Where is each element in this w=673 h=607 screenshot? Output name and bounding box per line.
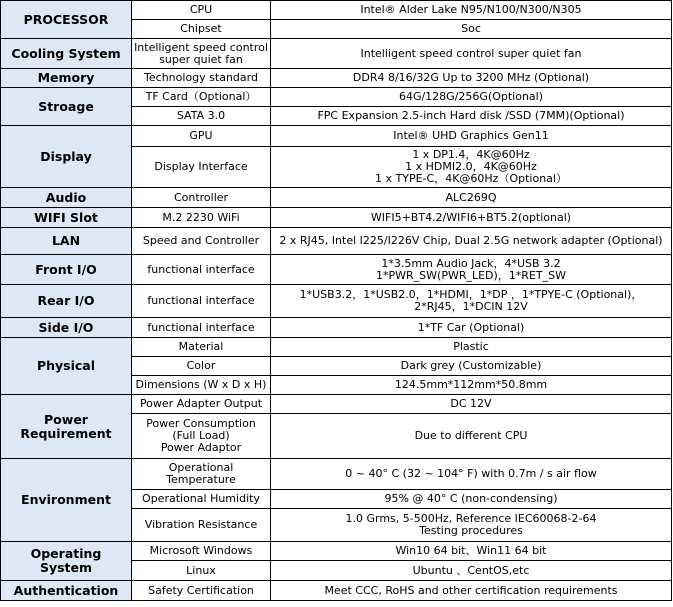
cell-text-line: CPU bbox=[189, 3, 213, 16]
cell-text-line: Power Adapter Output bbox=[139, 397, 263, 410]
spec-value bbox=[271, 1, 672, 20]
spec-value bbox=[271, 395, 672, 414]
spec-label bbox=[132, 376, 271, 395]
spec-row-stroage bbox=[1, 88, 672, 107]
cell-text-line: 1 x DP1.4，4K@60Hz bbox=[412, 148, 530, 161]
cell-text-line: Technology standard bbox=[144, 71, 258, 84]
spec-value bbox=[271, 69, 672, 88]
category-processor: PROCESSOR bbox=[1, 1, 132, 39]
spec-value bbox=[271, 542, 672, 561]
cell-text-line: 2 x RJ45, Intel I225/I226V Chip, Dual 2.5G network adapter (Optional) bbox=[279, 234, 663, 247]
cell-text-line: 1 x HDMI2.0，4K@60Hz bbox=[405, 160, 537, 173]
spec-value bbox=[271, 208, 672, 228]
spec-value bbox=[271, 581, 672, 601]
cell-text-line: SATA 3.0 bbox=[176, 109, 226, 122]
spec-value bbox=[271, 285, 672, 318]
spec-value bbox=[271, 376, 672, 395]
spec-value bbox=[271, 459, 672, 490]
spec-value bbox=[271, 88, 672, 107]
cell-text-line: M.2 2230 WiFi bbox=[162, 210, 240, 224]
cell-text-line: DC 12V bbox=[450, 397, 492, 410]
cell-text-line: Speed and Controller bbox=[142, 234, 260, 247]
spec-label bbox=[132, 39, 271, 69]
cell-text-line: functional interface bbox=[147, 262, 255, 276]
spec-label bbox=[132, 147, 271, 188]
spec-label bbox=[132, 20, 271, 39]
spec-row-environment bbox=[1, 459, 672, 490]
cell-text-line: Safety Certification bbox=[148, 583, 254, 597]
spec-value bbox=[271, 39, 672, 69]
spec-row-memory bbox=[1, 69, 672, 88]
cell-text-line: 124.5mm*112mm*50.8mm bbox=[394, 378, 548, 391]
spec-label bbox=[132, 414, 271, 459]
spec-row-lan bbox=[1, 228, 672, 255]
category-authentication: Authentication bbox=[1, 581, 132, 601]
cell-text-line: ALC269Q bbox=[445, 190, 497, 204]
cell-text-line: functional interface bbox=[147, 294, 255, 307]
spec-value bbox=[271, 414, 672, 459]
cell-text-line: Power Consumption bbox=[146, 417, 256, 430]
cell-text-line: Chipset bbox=[180, 22, 222, 35]
spec-value bbox=[271, 147, 672, 188]
cell-text-line: Soc bbox=[461, 22, 481, 35]
spec-row-authentication bbox=[1, 581, 672, 601]
cell-text-line: 1 x TYPE-C，4K@60Hz（Optional） bbox=[375, 172, 567, 185]
spec-value bbox=[271, 255, 672, 285]
spec-label bbox=[132, 357, 271, 376]
cell-text-line: Material bbox=[178, 340, 224, 353]
cell-text-line: GPU bbox=[189, 129, 213, 142]
category-memory: Memory bbox=[1, 69, 132, 88]
cell-text-line: Color bbox=[186, 359, 216, 372]
spec-label bbox=[132, 208, 271, 228]
category-lan: LAN bbox=[1, 228, 132, 255]
spec-row-side-i-o bbox=[1, 318, 672, 338]
spec-label bbox=[132, 561, 271, 581]
spec-label bbox=[132, 395, 271, 414]
category-rear-i-o: Rear I/O bbox=[1, 285, 132, 318]
cell-text-line: Temperature bbox=[166, 473, 236, 486]
cell-text-line: Power Adaptor bbox=[160, 441, 242, 454]
spec-label bbox=[132, 255, 271, 285]
cell-text-line: Display Interface bbox=[154, 160, 248, 173]
spec-label bbox=[132, 542, 271, 561]
cell-text-line: WIFI5+BT4.2/WIFI6+BT5.2(optional) bbox=[370, 210, 572, 224]
category-audio: Audio bbox=[1, 188, 132, 208]
cell-text-line: 1*TF Car (Optional) bbox=[417, 320, 525, 334]
spec-row-cooling-system bbox=[1, 39, 672, 69]
cell-text-line: 64G/128G/256G(Optional) bbox=[398, 90, 544, 103]
category-front-i-o: Front I/O bbox=[1, 255, 132, 285]
spec-row-operating-system bbox=[1, 542, 672, 561]
category-display: Display bbox=[1, 126, 132, 188]
spec-value bbox=[271, 228, 672, 255]
spec-value bbox=[271, 490, 672, 509]
category-stroage: Stroage bbox=[1, 88, 132, 126]
cell-text-line: Controller bbox=[173, 190, 229, 204]
cell-text-line: Meet CCC, RoHS and other certification requirements bbox=[324, 583, 618, 597]
cell-text-line: 95% @ 40° C (non-condensing) bbox=[384, 492, 558, 505]
spec-row-processor bbox=[1, 1, 672, 20]
spec-row-power-requirement bbox=[1, 395, 672, 414]
category-cooling-system: Cooling System bbox=[1, 39, 132, 69]
cell-text-line: Intel® Alder Lake N95/N100/N300/N305 bbox=[360, 3, 582, 16]
spec-label bbox=[132, 126, 271, 147]
cell-text-line: TF Card（Optional） bbox=[145, 90, 257, 103]
cell-text-line: 1*USB3.2，1*USB2.0，1*HDMI，1*DP ，1*TPYE-C (Optional)， bbox=[299, 288, 643, 301]
spec-value bbox=[271, 561, 672, 581]
cell-text-line: Testing procedures bbox=[419, 524, 523, 537]
spec-label bbox=[132, 107, 271, 126]
spec-table-body bbox=[1, 1, 672, 601]
spec-row-front-i-o bbox=[1, 255, 672, 285]
spec-value bbox=[271, 20, 672, 39]
cell-text-line: Ubuntu 、CentOS,etc bbox=[412, 563, 530, 577]
spec-row-display bbox=[1, 126, 672, 147]
cell-text-line: Plastic bbox=[453, 340, 489, 353]
cell-text-line: Dark grey (Customizable) bbox=[400, 359, 542, 372]
spec-label bbox=[132, 490, 271, 509]
spec-value bbox=[271, 357, 672, 376]
spec-label bbox=[132, 338, 271, 357]
cell-text-line: Intelligent speed control bbox=[134, 40, 268, 54]
cell-text-line: Intel® UHD Graphics Gen11 bbox=[393, 129, 549, 142]
spec-row-audio bbox=[1, 188, 672, 208]
cell-text-line: 1*3.5mm Audio Jack，4*USB 3.2 bbox=[381, 256, 561, 270]
cell-text-line: super quiet fan bbox=[159, 52, 243, 66]
cell-text-line: 0 ~ 40° C (32 ~ 104° F) with 0.7m / s air flow bbox=[345, 467, 597, 480]
spec-label bbox=[132, 1, 271, 20]
spec-label bbox=[132, 509, 271, 542]
spec-label bbox=[132, 581, 271, 601]
cell-text-line: functional interface bbox=[147, 320, 255, 334]
cell-text-line: (Full Load) bbox=[172, 429, 230, 442]
spec-value bbox=[271, 338, 672, 357]
spec-row-physical bbox=[1, 338, 672, 357]
spec-value bbox=[271, 107, 672, 126]
cell-text-line: 1*PWR_SW(PWR_LED)，1*RET_SW bbox=[376, 268, 566, 282]
spec-label bbox=[132, 69, 271, 88]
cell-text-line: Dimensions (W x D x H) bbox=[135, 378, 267, 391]
cell-text-line: Due to different CPU bbox=[414, 429, 528, 442]
spec-value bbox=[271, 126, 672, 147]
cell-text-line: Operational bbox=[168, 461, 234, 474]
cell-text-line: 1.0 Grms, 5-500Hz, Reference IEC60068-2-64 bbox=[345, 512, 597, 525]
category-physical: Physical bbox=[1, 338, 132, 395]
spec-row-wifi-slot bbox=[1, 208, 672, 228]
spec-value bbox=[271, 188, 672, 208]
category-environment: Environment bbox=[1, 459, 132, 542]
cell-text-line: Intelligent speed control super quiet fan bbox=[360, 46, 582, 60]
cell-text-line: Microsoft Windows bbox=[149, 544, 253, 557]
spec-label bbox=[132, 285, 271, 318]
cell-text-line: Operational Humidity bbox=[142, 492, 260, 505]
category-wifi-slot: WIFI Slot bbox=[1, 208, 132, 228]
cell-text-line: Linux bbox=[186, 563, 216, 577]
spec-label bbox=[132, 188, 271, 208]
cell-text-line: Vibration Resistance bbox=[144, 518, 258, 531]
category-power-requirement: Power Requirement bbox=[1, 395, 132, 459]
category-side-i-o: Side I/O bbox=[1, 318, 132, 338]
spec-value bbox=[271, 318, 672, 338]
spec-label bbox=[132, 228, 271, 255]
cell-text-line: 2*RJ45，1*DCIN 12V bbox=[414, 300, 528, 313]
spec-label bbox=[132, 459, 271, 490]
category-operating-system: Operating System bbox=[1, 542, 132, 581]
spec-label bbox=[132, 88, 271, 107]
spec-label bbox=[132, 318, 271, 338]
cell-text-line: Win10 64 bit、Win11 64 bit bbox=[395, 544, 547, 557]
cell-text-line: FPC Expansion 2.5-inch Hard disk /SSD (7MM)(Optional) bbox=[317, 109, 625, 122]
cell-text-line: DDR4 8/16/32G Up to 3200 MHz (Optional) bbox=[352, 71, 590, 84]
spec-value bbox=[271, 509, 672, 542]
spec-row-rear-i-o bbox=[1, 285, 672, 318]
